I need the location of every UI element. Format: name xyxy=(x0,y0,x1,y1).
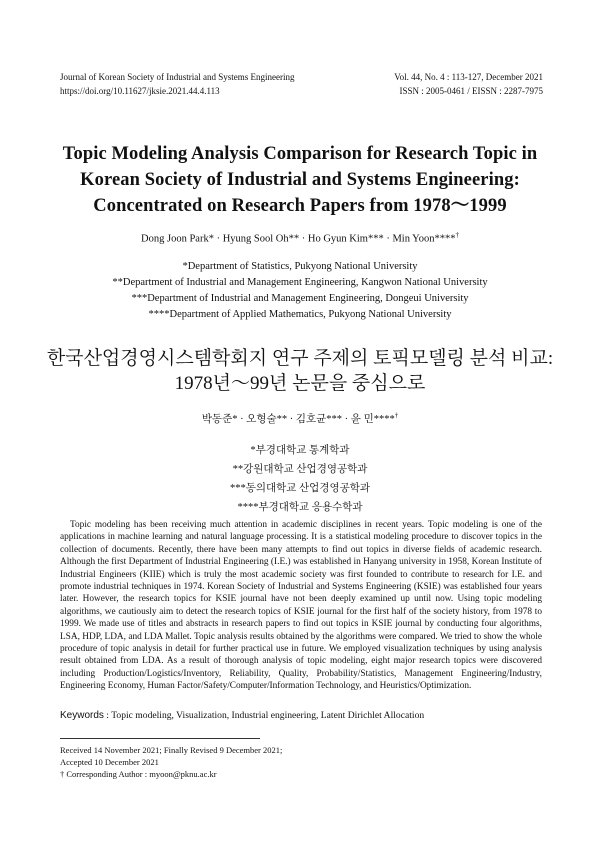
affiliation: ****부경대학교 응용수학과 xyxy=(237,502,363,513)
keywords-label: Keywords xyxy=(60,710,104,721)
english-title xyxy=(40,141,560,219)
affiliation: **Department of Industrial and Management Engineering, Kangwon National University xyxy=(112,277,488,288)
affiliation: ***동의대학교 산업경영공학과 xyxy=(229,483,371,494)
korean-authors xyxy=(40,411,560,426)
affiliation: ****Department of Applied Mathematics, Pukyong National University xyxy=(148,309,452,320)
korean-title xyxy=(40,346,560,396)
english-authors xyxy=(40,231,560,245)
english-affiliations xyxy=(40,259,560,323)
english-title-line: Topic Modeling Analysis Comparison for Research Topic in xyxy=(62,144,538,164)
accepted-date: Accepted 10 December 2021 xyxy=(60,757,159,767)
corresponding-author: † Corresponding Author : myoon@pknu.ac.kr xyxy=(60,769,217,779)
affiliation: **강원대학교 산업경영공학과 xyxy=(232,464,368,475)
received-date: Received 14 November 2021; Finally Revised 9 December 2021; xyxy=(60,745,283,755)
affiliation: *Department of Statistics, Pukyong National University xyxy=(182,261,418,272)
volume-info: Vol. 44, No. 4 : 113-127, December 2021 xyxy=(394,72,543,82)
journal-header-left xyxy=(60,70,294,98)
english-title-line: Korean Society of Industrial and Systems Engineering: xyxy=(80,170,520,190)
doi-link[interactable]: https://doi.org/10.11627/jksie.2021.44.4.113 xyxy=(60,86,220,96)
corresponding-mark: † xyxy=(455,231,459,239)
korean-title-line: 1978년～99년 논문을 중심으로 xyxy=(174,373,426,394)
corresponding-mark: † xyxy=(394,411,399,420)
keywords-separator: : xyxy=(103,710,112,721)
keywords-list: Topic modeling, Visualization, Industrial engineering, Latent Dirichlet Allocation xyxy=(111,710,425,721)
footnote-divider xyxy=(60,738,260,739)
affiliation: ***Department of Industrial and Management Engineering, Dongeui University xyxy=(131,293,469,304)
abstract: Topic modeling has been receiving much attention in academic disciplines in recent years. Topic modeling is one of the applications in machine learning and natural language processing. It is a statistical modeling procedure to discover topics in the collection of documents. Recently, there have been many attempts to find out topics in diverse fields of academic research. Although the first Department of Industrial Engineering (I.E.) was established in Hanyang university in 1958, Korean Institute of Industrial Engineers (KIIE) which is truly the most academic society was first founded to contribute to research for I.E. and promote industrial techniques in 1974. Korean Society of Industrial and Systems Engineering (KSIE) was established four years later. However, the research topics for KSIE journal have not been deeply examined up until now. Using topic modeling algorithms, we cautiously aim to detect the research topics of KSIE journal for the first half of the society history, from 1978 to 1999. We made use of titles and abstracts in research papers to find out topics in KSIE journal by conducting four algorithms, LSA, HDP, LDA, and LDA Mallet. Topic analysis results obtained by the algorithms were compared. We tried to show the whole procedure of topic analysis in detail for further practical use in future. We employed visualization techniques by using analysis result obtained from LDA. As a result of thorough analysis of topic modeling, eight major research topics were discovered including Production/Logistics/Inventory, Reliability, Quality, Probability/Statistics, Management Engineering/Industry, Engineering Economy, Human Factor/Safety/Computer/Information Technology, and Heuristics/Optimization. xyxy=(60,520,542,692)
korean-affiliations xyxy=(40,441,560,517)
english-author-list: Dong Joon Park* · Hyung Sool Oh** · Ho Gyun Kim*** · Min Yoon**** xyxy=(141,233,456,245)
journal-name: Journal of Korean Society of Industrial and Systems Engineering xyxy=(60,72,295,82)
keywords xyxy=(60,710,542,721)
issn-info: ISSN : 2005-0461 / EISSN : 2287-7975 xyxy=(399,86,543,96)
footnotes xyxy=(60,744,282,780)
journal-header-right xyxy=(394,70,543,98)
korean-title-line: 한국산업경영시스템학회지 연구 주제의 토픽모델링 분석 비교: xyxy=(46,348,554,369)
affiliation: *부경대학교 통계학과 xyxy=(250,445,350,456)
korean-author-list: 박동준* · 오형술** · 김호균*** · 윤 민**** xyxy=(201,414,395,425)
english-title-line: Concentrated on Research Papers from 1978～1999 xyxy=(93,196,507,216)
